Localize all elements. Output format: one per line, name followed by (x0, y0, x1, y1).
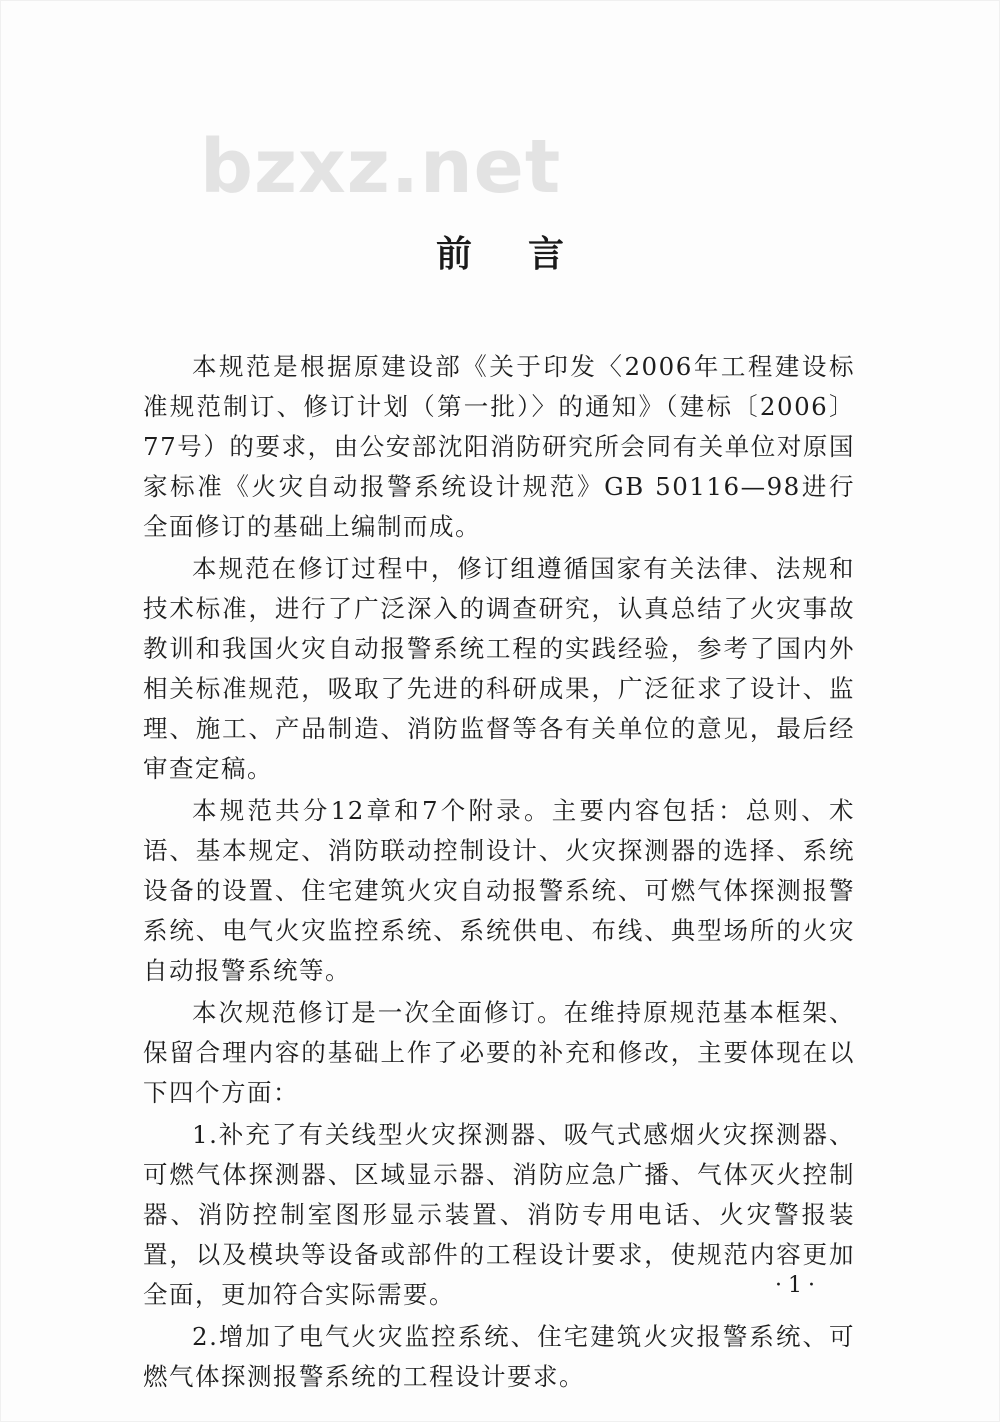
watermark: bzxz.net (200, 124, 562, 210)
paragraph: 1.补充了有关线型火灾探测器、吸气式感烟火灾探测器、可燃气体探测器、区域显示器、消防应急广播、气体灭火控制器、消防控制室图形显示装置、消防专用电话、火灾警报装置，以及模块等设备或部件的工程设计要求，使规范内容更加全面，更加符合实际需要。 (143, 1120, 855, 1309)
paragraph: 本规范是根据原建设部《关于印发〈2006年工程建设标准规范制订、修订计划（第一批）〉的通知》（建标〔2006〕77号）的要求，由公安部沈阳消防研究所会同有关单位对原国家标准《火灾自动报警系统设计规范》GB 50116—98进行全面修订的基础上编制而成。 (143, 352, 855, 541)
page-number: ·1· (775, 1273, 821, 1298)
paragraph: 本规范在修订过程中，修订组遵循国家有关法律、法规和技术标准，进行了广泛深入的调查研究，认真总结了火灾事故教训和我国火灾自动报警系统工程的实践经验，参考了国内外相关标准规范，吸取了先进的科研成果，广泛征求了设计、监理、施工、产品制造、消防监督等各有关单位的意见，最后经审查定稿。 (143, 554, 855, 783)
body-text (143, 347, 855, 1399)
paragraph: 本规范共分12章和7个附录。主要内容包括：总则、术语、基本规定、消防联动控制设计、火灾探测器的选择、系统设备的设置、住宅建筑火灾自动报警系统、可燃气体探测报警系统、电气火灾监控系统、系统供电、布线、典型场所的火灾自动报警系统等。 (143, 796, 855, 985)
paragraph: 2.增加了电气火灾监控系统、住宅建筑火灾报警系统、可燃气体探测报警系统的工程设计要求。 (143, 1322, 855, 1391)
paragraph: 本次规范修订是一次全面修订。在维持原规范基本框架、保留合理内容的基础上作了必要的补充和修改，主要体现在以下四个方面： (143, 998, 855, 1107)
page-title: 前言 (435, 234, 620, 275)
